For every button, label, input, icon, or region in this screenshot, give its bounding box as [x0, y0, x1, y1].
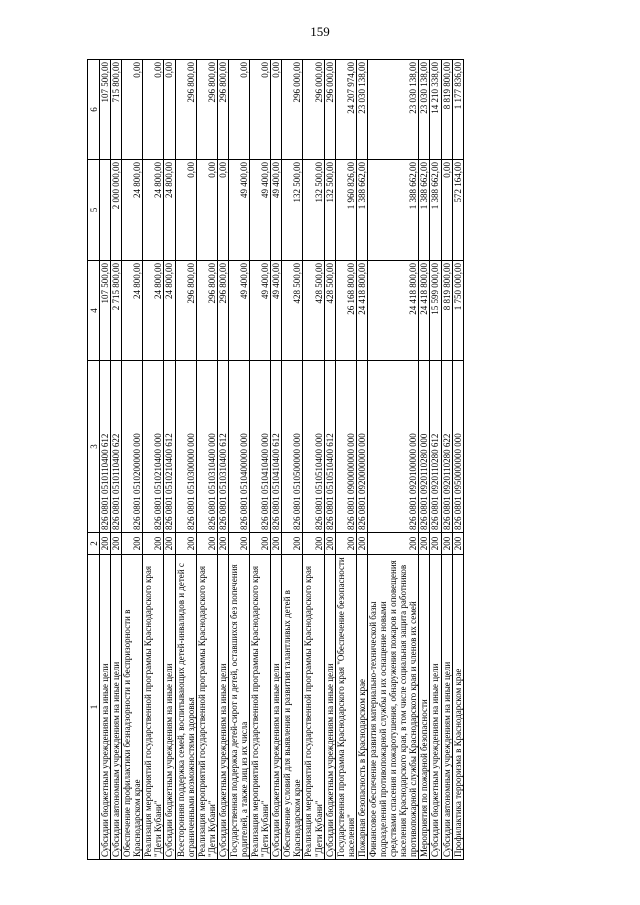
row-amount-col5: 2 000 000,00 — [111, 160, 122, 261]
rotated-table-container — [87, 60, 527, 860]
table-row — [356, 60, 367, 860]
row-amount-col5: 132 500,00 — [303, 160, 324, 261]
row-amount-total: 296 800,00 — [217, 261, 228, 361]
row-amount-col5 — [100, 160, 111, 261]
table-row — [430, 60, 441, 860]
row-code: 200 — [441, 533, 452, 555]
row-description: Субсидии автономным учреждениям на иные цели — [111, 555, 122, 860]
row-code: 200 — [175, 533, 196, 555]
row-amount-col6: 1 177 836,00 — [452, 60, 463, 160]
row-amount-total: 107 500,00 — [100, 261, 111, 361]
row-amount-col5: 0,00 — [441, 160, 452, 261]
row-classification: 826 0801 0510110400 612 — [100, 361, 111, 533]
row-amount-total: 296 800,00 — [196, 261, 217, 361]
table-row — [250, 60, 271, 860]
row-classification: 826 0801 0510400000 000 — [228, 361, 249, 533]
row-classification: 826 0801 0510200000 000 — [122, 361, 143, 533]
table-row — [452, 60, 463, 860]
row-amount-col5: 0,00 — [196, 160, 217, 261]
row-code: 200 — [228, 533, 249, 555]
row-amount-col6: 296 800,00 — [196, 60, 217, 160]
row-amount-col5: 24 800,00 — [143, 160, 164, 261]
row-code: 200 — [419, 533, 430, 555]
row-classification: 826 0801 0950000000 000 — [452, 361, 463, 533]
row-code: 200 — [271, 533, 282, 555]
row-amount-col5: 1 960 826,00 — [335, 160, 356, 261]
row-amount-col6: 296 000,00 — [324, 60, 335, 160]
row-amount-col6: 715 800,00 — [111, 60, 122, 160]
row-amount-col5: 1 388 662,00 — [356, 160, 367, 261]
row-amount-total: 24 800,00 — [122, 261, 143, 361]
row-description: Субсидии бюджетным учреждениям на иные цели — [324, 555, 335, 860]
row-description: Профилактика терроризма в Краснодарском крае — [452, 555, 463, 860]
row-amount-total: 24 418 800,00 — [367, 261, 418, 361]
row-code: 200 — [196, 533, 217, 555]
row-amount-col5: 0,00 — [175, 160, 196, 261]
row-classification: 826 0801 0510510400 612 — [324, 361, 335, 533]
row-code: 200 — [250, 533, 271, 555]
row-description: Реализация мероприятий государственной программы Краснодарского края "Дети Кубани" — [196, 555, 217, 860]
row-amount-total: 24 418 800,00 — [419, 261, 430, 361]
row-code: 200 — [303, 533, 324, 555]
row-classification: 826 0801 0920110280 000 — [419, 361, 430, 533]
table-row — [335, 60, 356, 860]
column-header: 5 — [88, 160, 100, 261]
row-amount-col6: 296 000,00 — [303, 60, 324, 160]
row-amount-col6: 0,00 — [143, 60, 164, 160]
row-classification: 826 0801 0920000000 000 — [356, 361, 367, 533]
row-amount-total: 8 819 800,00 — [441, 261, 452, 361]
table-row — [324, 60, 335, 860]
row-code: 200 — [335, 533, 356, 555]
row-amount-col6: 0,00 — [164, 60, 175, 160]
row-amount-col5: 1 388 662,00 — [430, 160, 441, 261]
row-description: Обеспечение профилактики безнадзорности и беспризорности в Краснодарском крае — [122, 555, 143, 860]
row-amount-col6: 23 030 138,00 — [367, 60, 418, 160]
row-classification: 826 0801 0510210400 000 — [143, 361, 164, 533]
row-description: Государственная поддержка детей-сирот и детей, оставшихся без попечения родителей, а также лиц из их числа — [228, 555, 249, 860]
table-row — [282, 60, 303, 860]
row-amount-col6: 23 030 138,00 — [419, 60, 430, 160]
row-classification: 826 0801 0510300000 000 — [175, 361, 196, 533]
row-amount-col5: 24 800,00 — [122, 160, 143, 261]
table-row — [143, 60, 164, 860]
row-code: 200 — [122, 533, 143, 555]
row-amount-total: 428 500,00 — [303, 261, 324, 361]
row-classification: 826 0801 0510410400 612 — [271, 361, 282, 533]
column-header: 4 — [88, 261, 100, 361]
column-header: 2 — [88, 533, 100, 555]
row-classification: 826 0801 0510110400 622 — [111, 361, 122, 533]
row-description: Мероприятия по пожарной безопасности — [419, 555, 430, 860]
row-classification: 826 0801 0510310400 000 — [196, 361, 217, 533]
row-code: 200 — [356, 533, 367, 555]
table-row — [303, 60, 324, 860]
row-amount-col5: 132 500,00 — [324, 160, 335, 261]
table-row — [217, 60, 228, 860]
row-classification: 826 0801 0510310400 612 — [217, 361, 228, 533]
row-description: Субсидии автономным учреждениям на иные цели — [441, 555, 452, 860]
column-header: 3 — [88, 361, 100, 533]
row-amount-col5: 49 400,00 — [228, 160, 249, 261]
table-row — [196, 60, 217, 860]
row-code: 200 — [143, 533, 164, 555]
row-description: Реализация мероприятий государственной программы Краснодарского края "Дети Кубани" — [303, 555, 324, 860]
table-row — [111, 60, 122, 860]
table-row — [419, 60, 430, 860]
row-amount-total: 49 400,00 — [250, 261, 271, 361]
table-row — [367, 60, 418, 860]
row-amount-total: 2 715 800,00 — [111, 261, 122, 361]
row-amount-col5: 1 388 662,00 — [367, 160, 418, 261]
row-description: Субсидии бюджетным учреждениям на иные цели — [217, 555, 228, 860]
row-amount-col6: 23 030 138,00 — [356, 60, 367, 160]
row-description: Субсидии бюджетным учреждениям на иные цели — [271, 555, 282, 860]
row-code: 200 — [100, 533, 111, 555]
row-amount-col6: 0,00 — [228, 60, 249, 160]
row-description: Финансовое обеспечение развития материально-технической базы подразделений противопожарной службы и их оснащение новыми средствами спасения и пожаротушения, обнаружения пожаров и оповещения населения Краснодарского края, в том числе социальная защита работников противопожарной службы Краснодарского края и членов их семей — [367, 555, 418, 860]
row-amount-total: 296 800,00 — [175, 261, 196, 361]
row-amount-col5: 0,00 — [217, 160, 228, 261]
row-classification: 826 0801 0510210400 612 — [164, 361, 175, 533]
row-amount-total: 24 800,00 — [164, 261, 175, 361]
row-description: Реализация мероприятий государственной программы Краснодарского края "Дети Кубани" — [250, 555, 271, 860]
row-amount-total: 15 599 000,00 — [430, 261, 441, 361]
row-amount-col5: 132 500,00 — [282, 160, 303, 261]
row-amount-col6: 296 800,00 — [175, 60, 196, 160]
row-amount-col5: 49 400,00 — [250, 160, 271, 261]
row-amount-total: 26 168 800,00 — [335, 261, 356, 361]
row-amount-col6: 296 800,00 — [217, 60, 228, 160]
row-amount-total: 428 500,00 — [324, 261, 335, 361]
row-description: Государственная программа Краснодарского края "Обеспечение безопасности населения" — [335, 555, 356, 860]
row-description: Реализация мероприятий государственной программы Краснодарского края "Дети Кубани" — [143, 555, 164, 860]
row-classification: 826 0801 0900000000 000 — [335, 361, 356, 533]
row-classification: 826 0801 0510510400 000 — [303, 361, 324, 533]
row-amount-col5: 24 800,00 — [164, 160, 175, 261]
table-row — [175, 60, 196, 860]
column-header: 6 — [88, 60, 100, 160]
table-row — [228, 60, 249, 860]
row-amount-col6: 8 819 800,00 — [441, 60, 452, 160]
row-amount-col6: 296 000,00 — [282, 60, 303, 160]
row-amount-total: 24 418 800,00 — [356, 261, 367, 361]
row-description: Субсидии бюджетным учреждениям на иные цели — [164, 555, 175, 860]
row-code: 200 — [430, 533, 441, 555]
row-description: Субсидии бюджетным учреждениям на иные цели — [100, 555, 111, 860]
row-amount-col5: 1 388 662,00 — [419, 160, 430, 261]
table-row — [441, 60, 452, 860]
row-amount-total: 24 800,00 — [143, 261, 164, 361]
row-code: 200 — [282, 533, 303, 555]
row-code: 200 — [324, 533, 335, 555]
row-amount-col6: 24 207 974,00 — [335, 60, 356, 160]
page-number: 159 — [310, 24, 330, 39]
row-classification: 826 0801 0920110280 612 — [430, 361, 441, 533]
row-description: Субсидии бюджетным учреждениям на иные цели — [430, 555, 441, 860]
table-header-row — [88, 60, 100, 860]
row-classification: 826 0801 0920110280 622 — [441, 361, 452, 533]
row-description: Пожарная безопасность в Краснодарском крае — [356, 555, 367, 860]
row-amount-total: 428 500,00 — [282, 261, 303, 361]
row-amount-col6: 14 210 338,00 — [430, 60, 441, 160]
row-amount-col6: 0,00 — [250, 60, 271, 160]
table-row — [164, 60, 175, 860]
table-row — [122, 60, 143, 860]
row-amount-col6: 0,00 — [271, 60, 282, 160]
row-amount-total: 49 400,00 — [228, 261, 249, 361]
budget-table — [87, 59, 464, 860]
row-amount-col6: 0,00 — [122, 60, 143, 160]
row-amount-total: 49 400,00 — [271, 261, 282, 361]
row-amount-total: 1 750 000,00 — [452, 261, 463, 361]
column-header: 1 — [88, 555, 100, 860]
row-amount-col5: 572 164,00 — [452, 160, 463, 261]
row-code: 200 — [217, 533, 228, 555]
table-row — [100, 60, 111, 860]
row-code: 200 — [452, 533, 463, 555]
row-code: 200 — [111, 533, 122, 555]
row-amount-col5: 49 400,00 — [271, 160, 282, 261]
row-code: 200 — [164, 533, 175, 555]
row-classification: 826 0801 0510500000 000 — [282, 361, 303, 533]
row-classification: 826 0801 0920100000 000 — [367, 361, 418, 533]
row-description: Всесторонняя поддержка семей, воспитывающих детей-инвалидов и детей с ограниченными возможностями здоровья — [175, 555, 196, 860]
table-row — [271, 60, 282, 860]
row-code: 200 — [367, 533, 418, 555]
row-description: Обеспечение условий для выявления и развития талантливых детей в Краснодарском крае — [282, 555, 303, 860]
row-amount-col6: 107 500,00 — [100, 60, 111, 160]
row-classification: 826 0801 0510410400 000 — [250, 361, 271, 533]
